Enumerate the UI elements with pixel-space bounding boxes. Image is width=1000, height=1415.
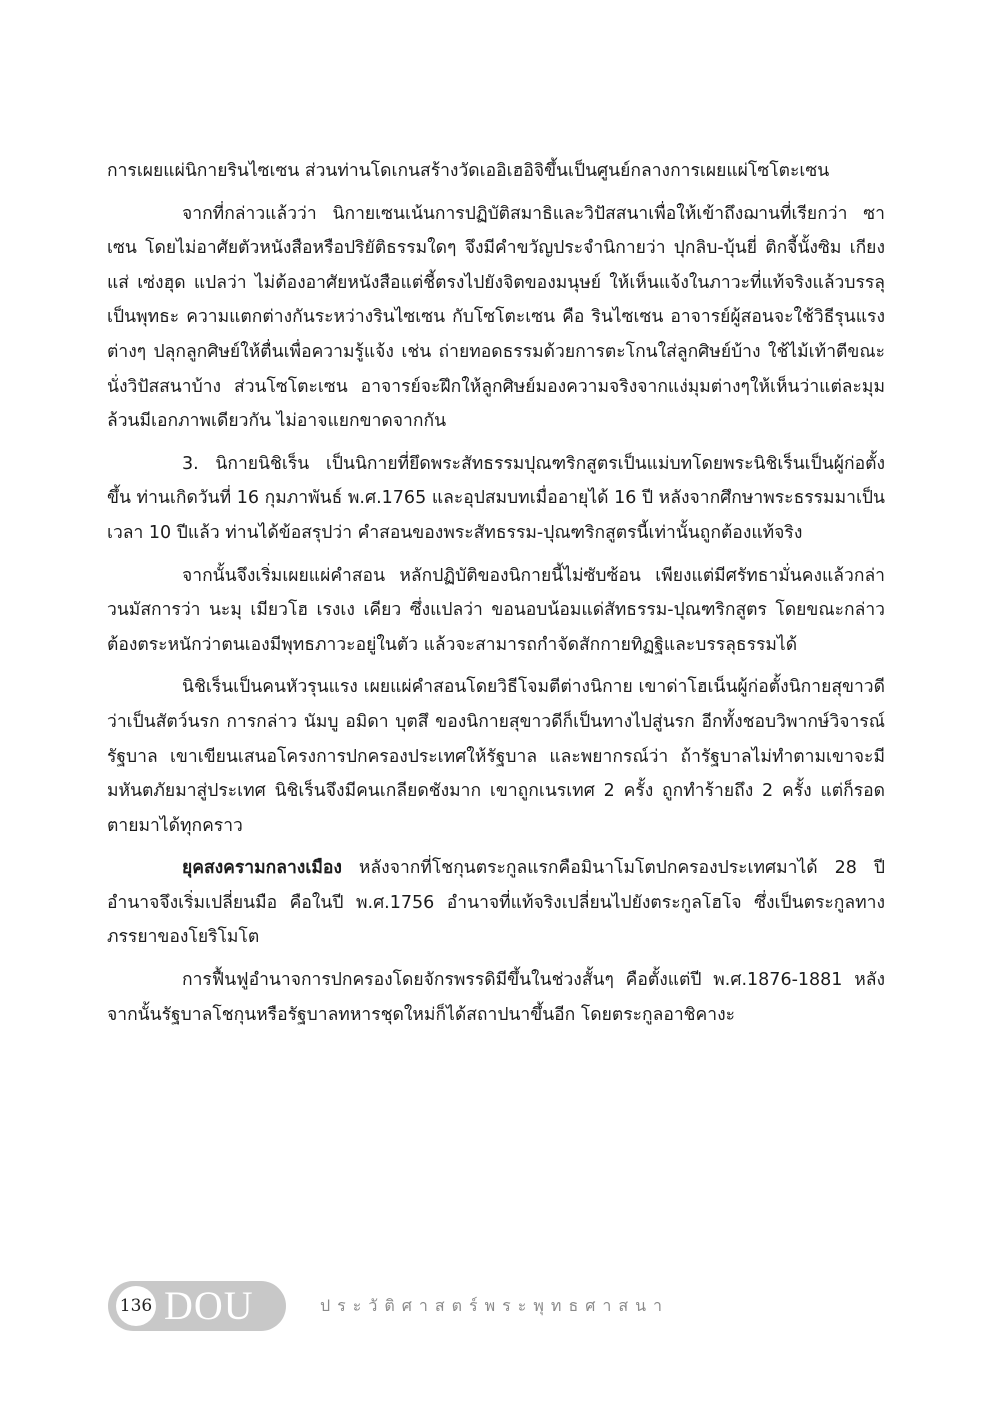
brand-logo: DOU [164,1283,254,1328]
paragraph-3: 3. นิกายนิชิเร็น เป็นนิกายที่ยึดพระสัทธรรมปุณฑริกสูตรเป็นแม่บทโดยพระนิชิเร็นเป็นผู้ก่อตั้งขึ้น ท่านเกิดวันที่ 16 กุมภาพันธ์ พ.ศ.1765 และอุปสมบทเมื่ออายุได้ 16 ปี หลังจากศึกษาพระธรรมมาเป็นเวลา 10 ปีแล้ว ท่านได้ข้อสรุปว่า คำสอนของพระสัทธรรม-ปุณฑริกสูตรนี้เท่านั้นถูกต้องแท้จริง [107,453,885,543]
paragraph-6-text: หลังจากที่โชกุนตระกูลแรกคือมินาโมโตปกครองประเทศมาได้ 28 ปี อำนาจจึงเริ่มเปลี่ยนมือ คือในปี พ.ศ.1756 อำนาจที่แท้จริงเปลี่ยนไปยังตระกูลโฮโจ ซึ่งเป็นตระกูลทางภรรยาของโยริโมโต [107,858,885,948]
body-text [107,154,885,1040]
book-title: ประวัติศาสตร์พระพุทธศาสนา [320,1295,670,1315]
paragraph-4: จากนั้นจึงเริ่มเผยแผ่คำสอน หลักปฏิบัติของนิกายนี้ไม่ซับซ้อน เพียงแต่มีศรัทธามั่นคงแล้วกล่าวนมัสการว่า นะมุ เมียวโฮ เรงเง เคียว ซึ่งแปลว่า ขอนอบน้อมแด่สัทธรรม-ปุณฑริกสูตร โดยขณะกล่าวต้องตระหนักว่าตนเองมีพุทธภาวะอยู่ในตัว แล้วจะสามารถกำจัดสักกายทิฏฐิและบรรลุธรรมได้ [107,565,885,655]
page-number: 136 [116,1286,156,1326]
paragraph-1: การเผยแผ่นิกายรินไซเซน ส่วนท่านโดเกนสร้างวัดเออิเฮอิจิขึ้นเป็นศูนย์กลางการเผยแผ่โซโตะเซน [107,161,830,181]
paragraph-7: การฟื้นฟูอำนาจการปกครองโดยจักรพรรดิมีขึ้นในช่วงสั้นๆ คือตั้งแต่ปี พ.ศ.1876-1881 หลังจากนั้นรัฐบาลโชกุนหรือรัฐบาลทหารชุดใหม่ก็ได้สถาปนาขึ้นอีก โดยตระกูลอาชิคางะ [107,970,885,1025]
paragraph-6 [107,851,885,955]
paragraph-2: จากที่กล่าวแล้วว่า นิกายเซนเน้นการปฏิบัติสมาธิและวิปัสสนาเพื่อให้เข้าถึงฌานที่เรียกว่า ซาเซน โดยไม่อาศัยตัวหนังสือหรือปริยัติธรรมใดๆ จึงมีคำขวัญประจำนิกายว่า ปุกลิบ-บุ้นยี่ ติกจี้นั้งซิม เกียงแส่ เซ่งฮุด แปลว่า ไม่ต้องอาศัยหนังสือแต่ชี้ตรงไปยังจิตของมนุษย์ ให้เห็นแจ้งในภาวะที่แท้จริงแล้วบรรลุเป็นพุทธะ ความแตกต่างกันระหว่างรินไซเซน กับโซโตะเซน คือ รินไซเซน อาจารย์ผู้สอนจะใช้วิธีรุนแรงต่างๆ ปลุกลูกศิษย์ให้ตื่นเพื่อความรู้แจ้ง เช่น ถ่ายทอดธรรมด้วยการตะโกนใส่ลูกศิษย์บ้าง ใช้ไม้เท้าตีขณะนั่งวิปัสสนาบ้าง ส่วนโซโตะเซน อาจารย์จะฝึกให้ลูกศิษย์มองความจริงจากแง่มุมต่างๆให้เห็นว่าแต่ละมุมล้วนมีเอกภาพเดียวกัน ไม่อาจแยกขาดจากกัน [107,203,885,432]
section-heading: ยุคสงครามกลางเมือง [182,858,342,879]
page-footer [108,1281,669,1331]
paragraph-5: นิชิเร็นเป็นคนหัวรุนแรง เผยแผ่คำสอนโดยวิธีโจมตีต่างนิกาย เขาด่าโฮเน็นผู้ก่อตั้งนิกายสุขาวดีว่าเป็นสัตว์นรก การกล่าว นัมบู อมิดา บุตสึ ของนิกายสุขาวดีก็เป็นทางไปสู่นรก อีกทั้งชอบวิพากษ์วิจารณ์รัฐบาล เขาเขียนเสนอโครงการปกครองประเทศให้รัฐบาล และพยากรณ์ว่า ถ้ารัฐบาลไม่ทำตามเขาจะมีมหันตภัยมาสู่ประเทศ นิชิเร็นจึงมีคนเกลียดชังมาก เขาถูกเนรเทศ 2 ครั้ง ถูกทำร้ายถึง 2 ครั้ง แต่ก็รอดตายมาได้ทุกคราว [107,677,885,836]
footer-badge [108,1281,286,1331]
